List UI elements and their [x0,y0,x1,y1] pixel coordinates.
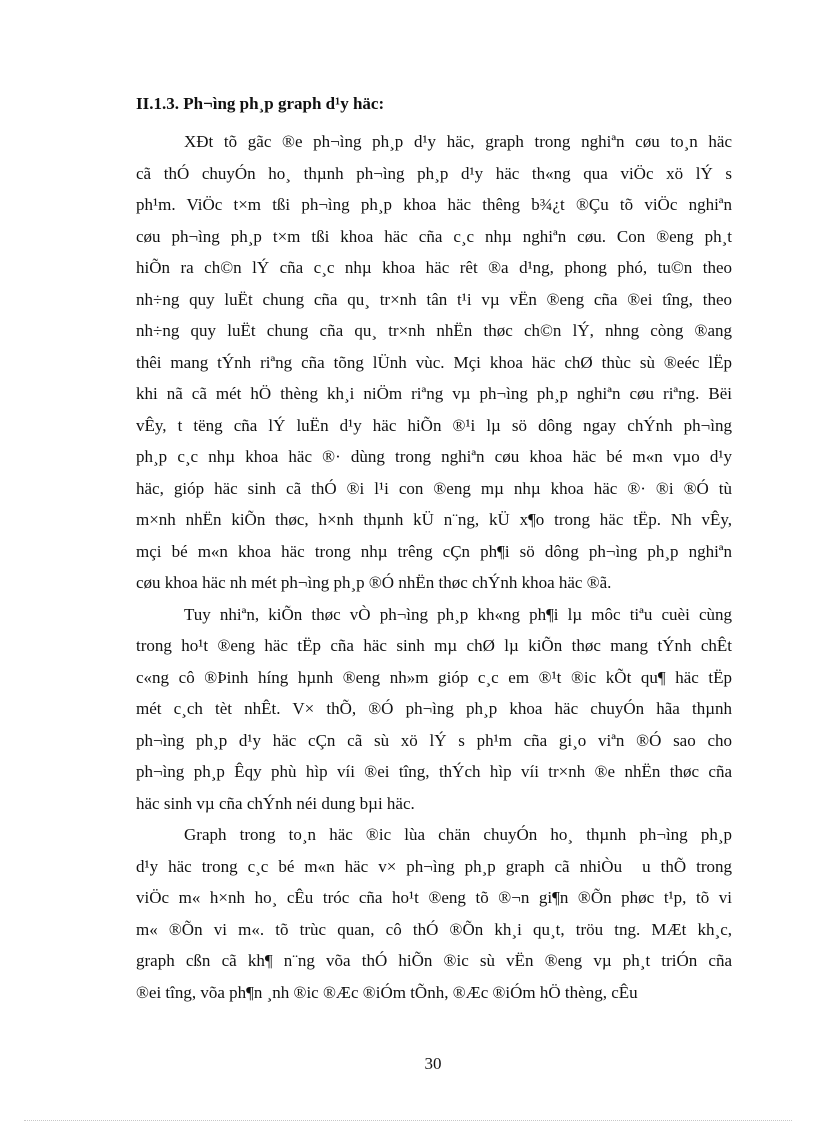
paragraph-line: khi nã cã mét hÖ thèng kh¸i niÖm riªng vµ ph¬ìng ph¸p nghiªn cøu riªng. Bëi [136,384,732,403]
paragraph-line: viÖc m« h×nh ho¸ cÊu tróc cña ho¹t ®eng tõ ®¬n gi¶n ®Õn phøc t¹p, tõ vi [136,888,732,907]
paragraph-line: trong ho¹t ®eng häc tËp cña häc sinh mµ chØ lµ kiÕn thøc mang tÝnh chÊt [136,636,732,655]
paragraph [136,599,732,820]
paragraph-line: nh÷ng quy luËt chung cña qu¸ tr×nh nhËn thøc ch©n lÝ, nhng còng ®ang [136,321,732,340]
body-text [136,126,732,1008]
paragraph-line: Graph trong to¸n häc ®ic lùa chän chuyÓn ho¸ thµnh ph¬ìng ph¸p [184,825,732,844]
paragraph-line: häc, gióp häc sinh cã thÓ ®i l¹i con ®eng mµ nhµ khoa häc ®· ®i ®Ó tù [136,478,732,498]
paragraph-line: cã thÓ chuyÓn ho¸ thµnh ph¬ìng ph¸p d¹y häc th«ng qua viÖc xö lÝ s [136,163,732,183]
paragraph-line: ph¸p c¸c nhµ khoa häc ®· dùng trong nghiªn cøu khoa häc bé m«n vµo d¹y [136,447,732,466]
paragraph [136,126,732,599]
paragraph-line: cøu khoa häc nh mét ph¬ìng ph¸p ®Ó nhËn thøc chÝnh khoa häc ®ã. [136,573,612,592]
paragraph-line: nh÷ng quy luËt chung cña qu¸ tr×nh tân t¹i vµ vËn ®eng cña ®ei tîng, theo [136,289,732,309]
paragraph-line: hiÕn ra ch©n lÝ cña c¸c nhµ khoa häc rêt ®a d¹ng, phong phó, tu©n theo [136,258,732,277]
paragraph-line: ph¬ìng ph¸p d¹y häc cÇn cã sù xö lÝ s ph¹m cña gi¸o viªn ®Ó sao cho [136,730,732,750]
paragraph-line: ®ei tîng, võa ph¶n ¸nh ®ic ®Æc ®iÓm tÕnh, ®Æc ®iÓm hÖ thèng, cÊu [136,982,638,1002]
paragraph-line: ph¹m. ViÖc t×m tßi ph¬ìng ph¸p khoa häc thêng b¾¿t ®Çu tõ viÖc nghiªn [136,195,732,214]
paragraph-line: d¹y häc trong c¸c bé m«n häc v× ph¬ìng ph¸p graph cã nhiÒu u thÕ trong [136,856,732,876]
paragraph-line: ph¬ìng ph¸p Êqy phù hìp víi ®ei tîng, thÝch hìp víi tr×nh ®e nhËn thøc cña [136,762,732,781]
paragraph-line: m« ®Õn vi m«. tõ trùc quan, cô thÓ ®Õn kh¸i qu¸t, tröu tng. MÆt kh¸c, [136,919,732,939]
section-heading: II.1.3. Ph¬ìng ph¸p graph d¹y häc: [136,94,385,113]
paragraph-line: c«ng cô ®Þinh híng hµnh ®eng nh»m gióp c¸c em ®¹t ®ic kÕt qu¶ häc tËp [136,667,732,687]
paragraph-line: häc sinh vµ cña chÝnh néi dung bµi häc. [136,793,415,813]
page-bottom-rule [24,1120,792,1121]
paragraph-line: graph cßn cã kh¶ n¨ng võa thÓ hiÕn ®ic sù vËn ®eng vµ ph¸t triÓn cña [136,951,732,970]
paragraph-line: m×nh nhËn kiÕn thøc, h×nh thµnh kÜ n¨ng, kÜ x¶o trong häc tËp. Nh vÊy, [136,510,732,529]
paragraph-line: cøu ph¬ìng ph¸p t×m tßi khoa häc cña c¸c nhµ nghiªn cøu. Con ®eng ph¸t [136,226,732,246]
paragraph [136,819,732,1008]
paragraph-line: mçi bé m«n khoa häc trong nhµ trêng cÇn ph¶i sö dông ph¬ìng ph¸p nghiªn [136,541,732,561]
page-number: 30 [424,1054,442,1073]
paragraph-line: Tuy nhiªn, kiÕn thøc vÒ ph¬ìng ph¸p kh«ng ph¶i lµ môc tiªu cuèi cùng [184,604,732,624]
paragraph-line: XÐt tõ gãc ®e ph¬ìng ph¸p d¹y häc, graph trong nghiªn cøu to¸n häc [184,132,732,151]
paragraph-line: vÊy, t tëng cña lÝ luËn d¹y häc hiÕn ®¹i lµ sö dông ngay chÝnh ph¬ìng [136,415,732,435]
paragraph-line: mét c¸ch tèt nhÊt. V× thÕ, ®Ó ph¬ìng ph¸p khoa häc chuyÓn hãa thµnh [136,699,732,718]
paragraph-line: thêi mang tÝnh riªng cña tõng lÜnh vùc. Mçi khoa häc chØ thùc sù ®eéc lËp [136,352,732,372]
